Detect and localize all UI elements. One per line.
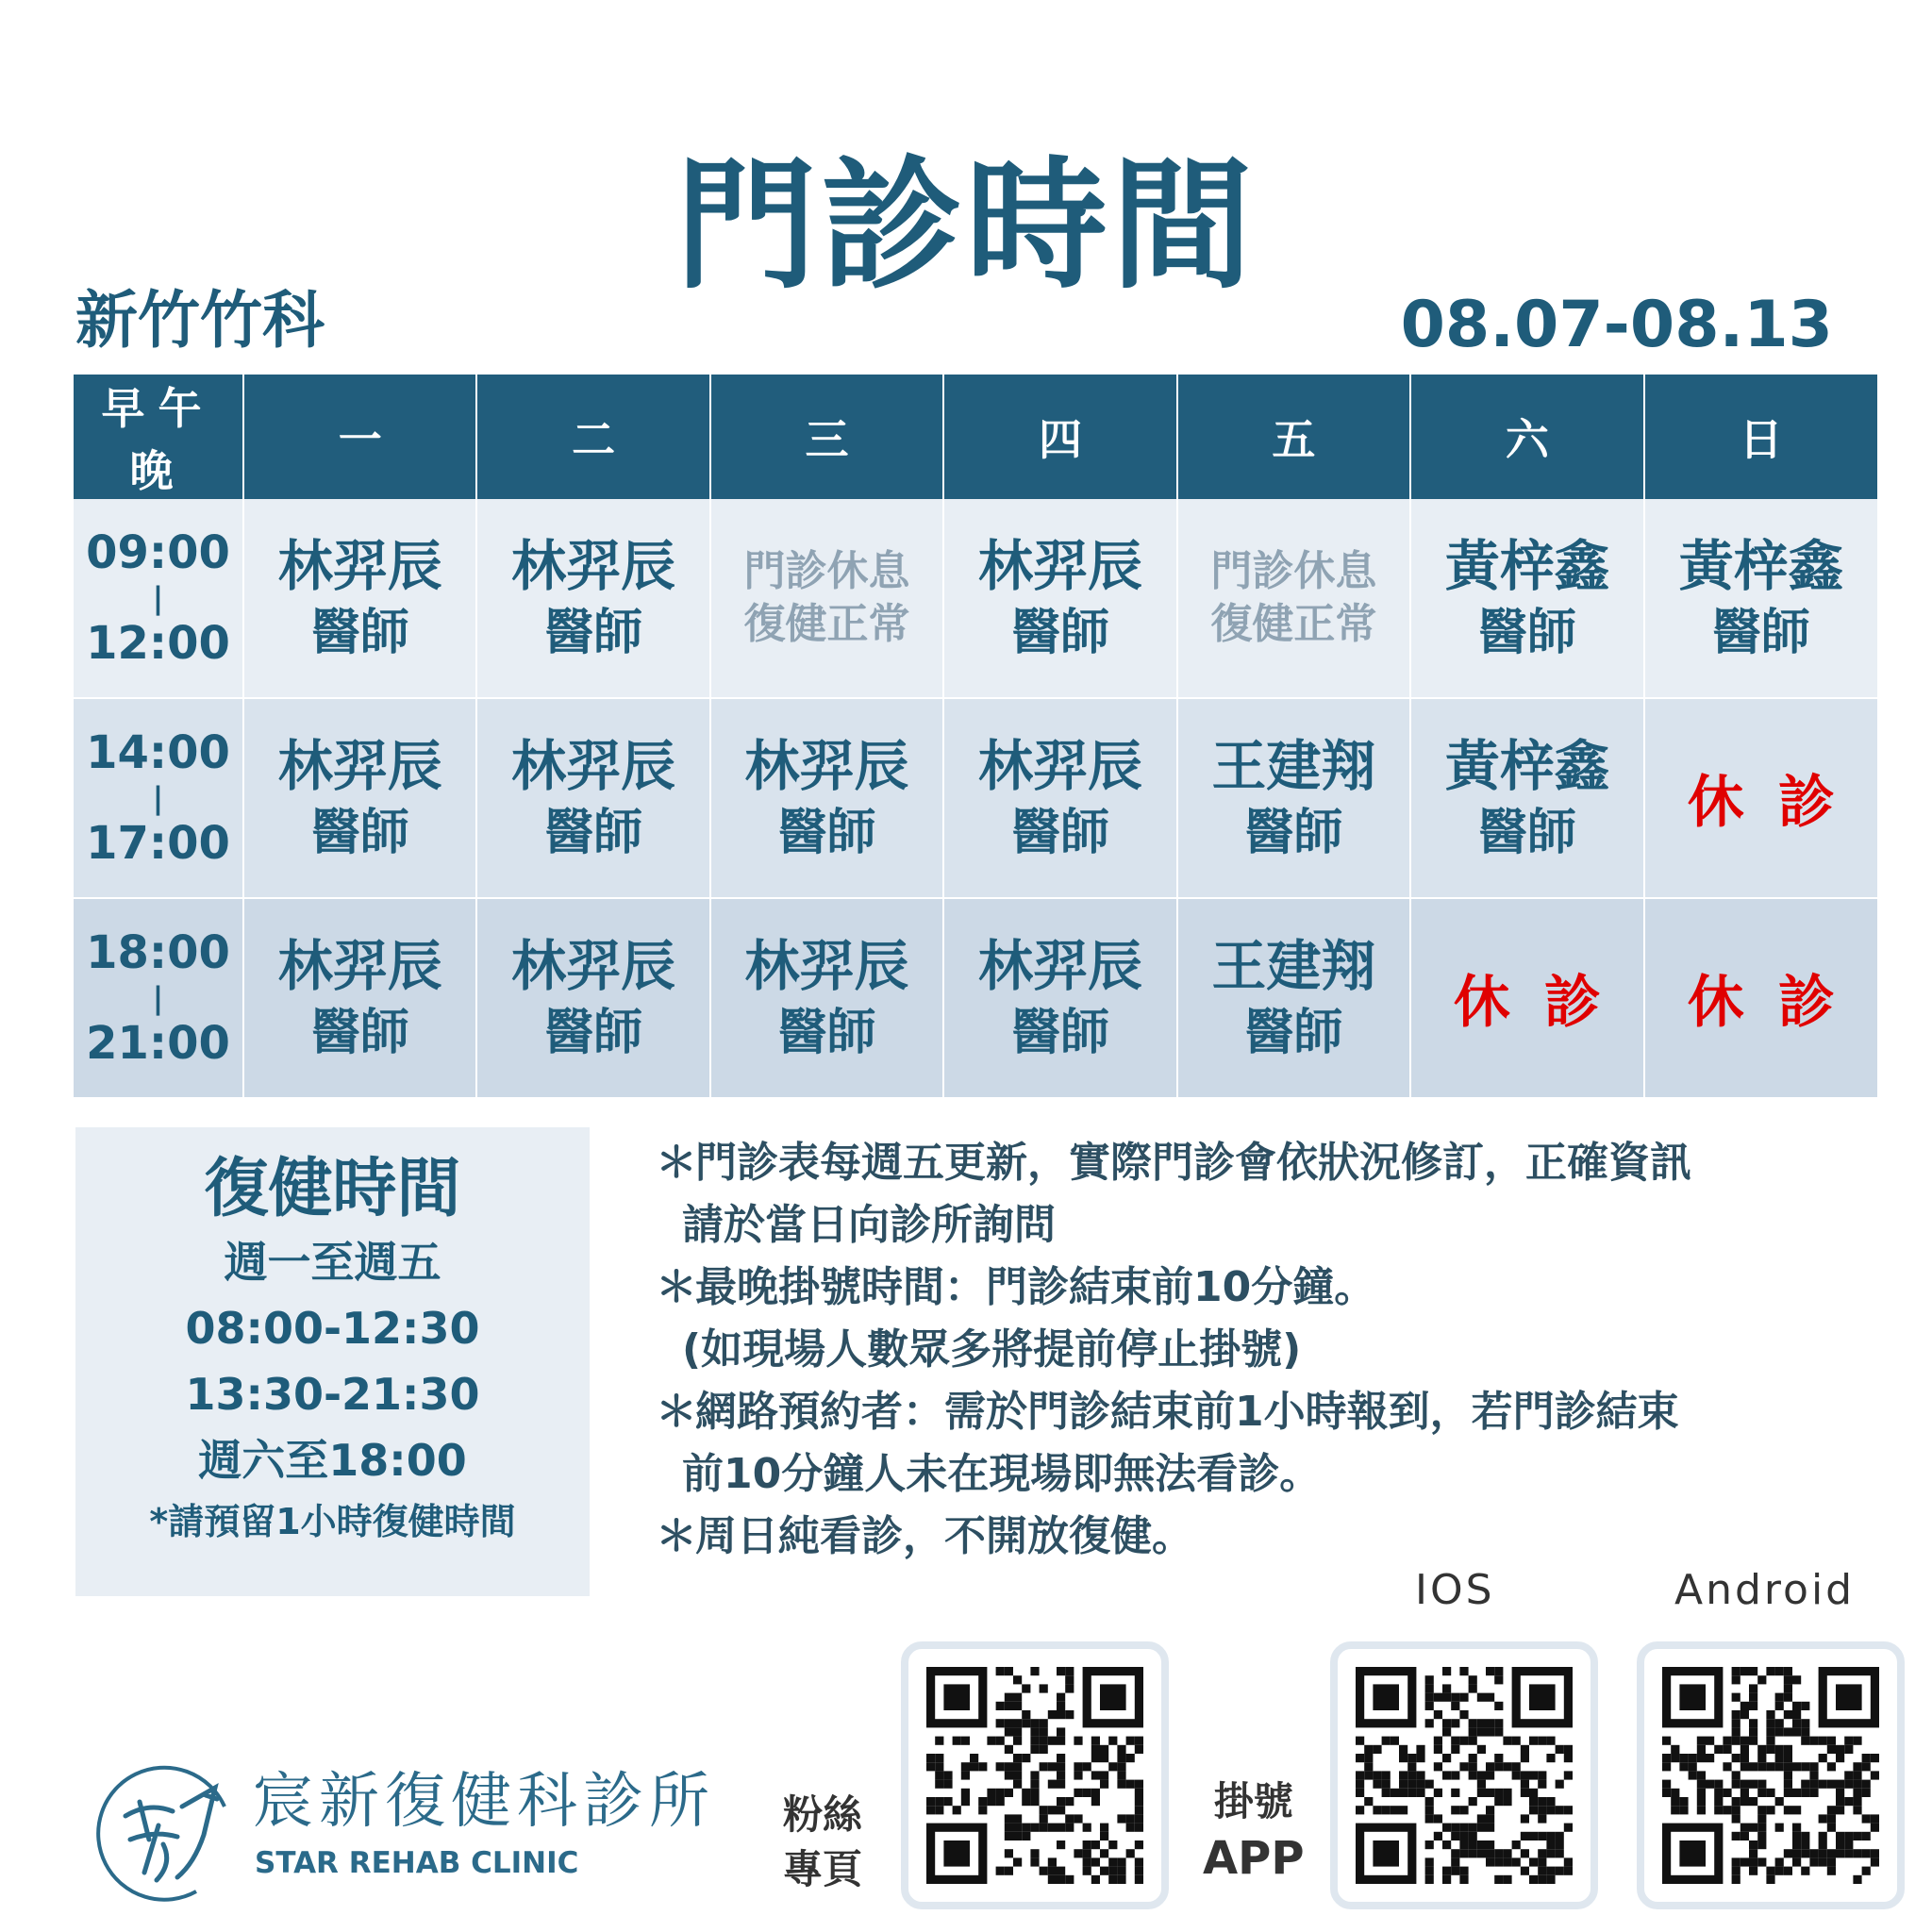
rehab-saturday: 週六至18:00	[198, 1435, 467, 1486]
doctor-name: 林羿辰	[977, 934, 1142, 998]
time-separator: |	[152, 980, 164, 1016]
doctor-title: 醫師	[1010, 605, 1109, 661]
header-day-tue: 二	[476, 375, 709, 499]
header-day-wed: 三	[710, 375, 943, 499]
note-text: 網路預約者：需於門診結束前1小時報到，若門診結束	[695, 1388, 1679, 1436]
doctor-title: 醫師	[777, 1005, 876, 1061]
doctor-title: 醫師	[1477, 805, 1576, 861]
time-separator: |	[152, 780, 164, 816]
time-end: 17:00	[86, 817, 230, 870]
schedule-cell	[710, 499, 943, 698]
time-slot-evening	[74, 898, 243, 1097]
note-text-continued: 前10分鐘人未在現場即無法看診。	[682, 1450, 1322, 1498]
list-item	[656, 1132, 1882, 1257]
header-period: 早午晚	[74, 375, 243, 499]
list-item	[656, 1257, 1882, 1381]
schedule-cell	[943, 898, 1176, 1097]
schedule-cell	[243, 698, 476, 898]
clinic-name: 宸新復健科診所	[253, 1767, 715, 1837]
ios-label: IOS	[1415, 1566, 1495, 1614]
clinic-name-en: STAR REHAB CLINIC	[255, 1846, 579, 1880]
schedule-cell	[1410, 499, 1643, 698]
fan-page-label	[783, 1788, 862, 1897]
branch-name: 新竹竹科	[75, 284, 325, 357]
app-label-line2: APP	[1203, 1832, 1305, 1885]
rest-notice: 門診休息	[743, 547, 910, 595]
clinic-logo-icon	[83, 1750, 243, 1914]
schedule-cell	[1410, 698, 1643, 898]
note-text: 最晚掛號時間：門診結束前10分鐘。	[695, 1263, 1376, 1311]
time-end: 12:00	[86, 617, 230, 670]
doctor-name: 林羿辰	[744, 934, 909, 998]
qr-code-android-icon	[1662, 1667, 1879, 1884]
schedule-cell	[1410, 898, 1643, 1097]
table-row	[74, 898, 1877, 1097]
fan-page-label-line1: 粉絲	[783, 1791, 863, 1838]
doctor-title: 醫師	[777, 805, 876, 861]
rest-notice: 門診休息	[1210, 547, 1377, 595]
doctor-title: 醫師	[1711, 605, 1810, 661]
closed-label: 休診	[1687, 770, 1869, 836]
schedule-cell	[1644, 698, 1877, 898]
time-start: 09:00	[86, 526, 230, 579]
note-text-continued: (如現場人數眾多將提前停止掛號)	[682, 1325, 1302, 1374]
note-marker: ＊	[656, 1263, 697, 1311]
closed-label: 休診	[1687, 970, 1869, 1036]
doctor-title: 醫師	[544, 605, 643, 661]
table-row	[74, 499, 1877, 698]
doctor-title: 醫師	[1010, 1005, 1109, 1061]
table-row	[74, 698, 1877, 898]
page-title: 門診時間	[675, 144, 1257, 308]
app-label-line1: 掛號	[1213, 1778, 1293, 1824]
schedule-cell	[1644, 499, 1877, 698]
rehab-slot-afternoon: 13:30-21:30	[185, 1369, 480, 1420]
doctor-title: 醫師	[310, 605, 409, 661]
date-range: 08.07-08.13	[1400, 288, 1833, 362]
time-end: 21:00	[86, 1017, 230, 1070]
schedule-cell	[476, 698, 709, 898]
app-label	[1203, 1774, 1305, 1887]
doctor-name: 黃梓鑫	[1444, 734, 1609, 798]
doctor-title: 醫師	[1010, 805, 1109, 861]
note-marker: ＊	[656, 1388, 697, 1436]
rest-notice: 復健正常	[743, 600, 910, 648]
time-slot-morning	[74, 499, 243, 698]
qr-code-android[interactable]	[1637, 1641, 1905, 1909]
doctor-name: 林羿辰	[977, 534, 1142, 598]
doctor-name: 林羿辰	[511, 934, 676, 998]
doctor-title: 醫師	[310, 1005, 409, 1061]
doctor-name: 林羿辰	[511, 734, 676, 798]
header-day-thu: 四	[943, 375, 1176, 499]
qr-code-fan-page-icon	[926, 1667, 1143, 1884]
schedule-cell	[1177, 898, 1410, 1097]
schedule-cell	[243, 898, 476, 1097]
clinic-schedule-table	[74, 375, 1877, 1097]
doctor-name: 王建翔	[1211, 934, 1376, 998]
notes-list	[656, 1132, 1882, 1568]
time-separator: |	[152, 580, 164, 616]
doctor-name: 林羿辰	[277, 534, 442, 598]
time-start: 14:00	[86, 726, 230, 779]
rehab-hours-box	[75, 1127, 590, 1596]
doctor-title: 醫師	[1244, 805, 1343, 861]
schedule-cell	[1177, 499, 1410, 698]
rehab-slot-morning: 08:00-12:30	[185, 1303, 480, 1354]
schedule-cell	[943, 499, 1176, 698]
header-day-fri: 五	[1177, 375, 1410, 499]
qr-code-ios-icon	[1356, 1667, 1573, 1884]
doctor-title: 醫師	[544, 1005, 643, 1061]
schedule-cell	[243, 499, 476, 698]
qr-code-fan-page[interactable]	[901, 1641, 1169, 1909]
header-day-sat: 六	[1410, 375, 1643, 499]
rehab-title: 復健時間	[204, 1152, 461, 1226]
note-text: 周日純看診，不開放復健。	[695, 1512, 1193, 1560]
time-start: 18:00	[86, 926, 230, 979]
qr-code-ios[interactable]	[1330, 1641, 1598, 1909]
android-label: Android	[1674, 1566, 1856, 1614]
schedule-cell	[476, 898, 709, 1097]
fan-page-label-line2: 專頁	[783, 1846, 863, 1892]
note-text: 門診表每週五更新，實際門診會依狀況修訂，正確資訊	[695, 1139, 1691, 1187]
time-slot-afternoon	[74, 698, 243, 898]
header-day-sun: 日	[1644, 375, 1877, 499]
doctor-name: 黃梓鑫	[1678, 534, 1843, 598]
schedule-header-row	[74, 375, 1877, 499]
rest-notice: 復健正常	[1210, 600, 1377, 648]
schedule-cell	[1177, 698, 1410, 898]
list-item	[656, 1506, 1882, 1568]
doctor-name: 林羿辰	[277, 934, 442, 998]
doctor-name: 王建翔	[1211, 734, 1376, 798]
rehab-days: 週一至週五	[224, 1237, 441, 1288]
schedule-cell	[476, 499, 709, 698]
doctor-title: 醫師	[310, 805, 409, 861]
doctor-name: 林羿辰	[744, 734, 909, 798]
closed-label: 休診	[1453, 970, 1635, 1036]
note-marker: ＊	[656, 1139, 697, 1187]
schedule-cell	[943, 698, 1176, 898]
rehab-note: *請預留1小時復健時間	[149, 1501, 516, 1542]
doctor-title: 醫師	[544, 805, 643, 861]
schedule-cell	[1644, 898, 1877, 1097]
doctor-name: 林羿辰	[977, 734, 1142, 798]
note-marker: ＊	[656, 1512, 697, 1560]
doctor-title: 醫師	[1477, 605, 1576, 661]
list-item	[656, 1381, 1882, 1506]
doctor-name: 林羿辰	[511, 534, 676, 598]
schedule-cell	[710, 898, 943, 1097]
doctor-name: 黃梓鑫	[1444, 534, 1609, 598]
header-day-mon: 一	[243, 375, 476, 499]
schedule-cell	[710, 698, 943, 898]
doctor-name: 林羿辰	[277, 734, 442, 798]
doctor-title: 醫師	[1244, 1005, 1343, 1061]
note-text-continued: 請於當日向診所詢問	[682, 1201, 1056, 1249]
